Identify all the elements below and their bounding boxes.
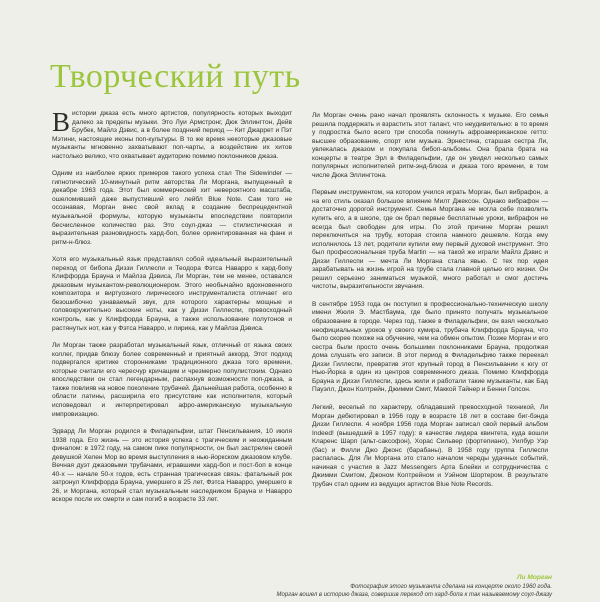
- paragraph: Одним из наиболее ярких примеров такого успеха стал The Sidewinder — гипнотический 10-минутный ритм авторства Ли Моргана, выпущенный в декабре 1963 года. Этот был коммерческий хит невероятного масштаба, ошеломивший даже выпустивший его лейбл Blue Note. Сам того не осознавая, Морган внес свой вклад в создание беспрецедентной музыкальной формулы, которую музыканты впоследствии повторили бесчисленное количество раз. Это соул-джаз — стилистическая и выразительная разновидность хард-боп, более ориентированная на фанк и ритм-н-блюз.: [52, 170, 292, 246]
- right-column: [312, 112, 548, 498]
- caption-line: Морган вошел в историю джаза, совершив переход от хард-бопа к так называемому соул-джазу: [276, 592, 552, 598]
- paragraph: Ли Морган очень рано начал проявлять склонность к музыке. Его семья решила поддержать и взрастить этот талант, что неудивительно: в то время у подростка было всего три способа покинуть афроамериканское гетто: высшее образование, спорт или музыка. Эрнестина, старшая сестра Ли, увлекалась джазом и покупала бибоп-альбомы. Она брала брата на концерты в театре Эрл в Филадельфии, где он увидел несколько самых популярных исполнителей ритм-энд-блюза и джаза того времени, в том числе Дюка Эллингтона.: [312, 112, 548, 179]
- left-column: [52, 107, 292, 514]
- drop-cap: В: [52, 107, 71, 137]
- paragraph: Первым инструментом, на котором учился играть Морган, был вибрафон, а на его стиль оказал большое влияние Милт Джексон. Однако вибрафон — достаточно дорогой инструмент. Семья Моргана не могла себе позволить купить его, а в школе, где он брал первые бесплатные уроки, вибрафон не всегда был свободен для игры. По этой причине Морган решил переключиться на трубу, которая стоила намного дешевле. Когда ему исполнилось 13 лет, родители купили ему первый духовой инструмент. Это был профессиональная труба Martin — на такой же играли Майлз Дэвис и Диззи Гиллеспи — мечта Ли Моргана стала явью. С тех пор идея зарабатывать на жизнь игрой на трубе стала главной целью его жизни. Он решил серьезно заниматься музыкой, много работал и смог достичь чистоты, выразительности звучания.: [312, 189, 548, 291]
- caption-line: Фотография этого музыканта сделана на концерте около 1960 года.: [350, 584, 552, 590]
- paragraph: В сентябре 1953 года он поступил в профессионально-техническую школу имени Жюля Э. Мастбаума, где было принято получать музыкальное образование в городе. Через год, также в Филадельфии, он взял несколько неофициальных уроков у своего кумира, трубача Клиффорда Брауна, что было скорее похоже на обучение, чем на обмен опытом. Позже Морган и его сестра были просто очень большими поклонниками Брауна, продолжая дома слушать его записи. В этот период в Филадельфию также переехал Диззи Гиллеспи, превратив этот крупный город в Пенсильвании к югу от Нью-Йорка в один из центров современного джаза. Помимо Клиффорда Брауна и Диззи Гиллеспи, здесь жили и работали такие музыканты, как Бад Пауэлл, Джон Колтрейн, Джимми Смит, Маккой Тайнер и Бенни Голсон.: [312, 300, 548, 394]
- paragraph: Легкий, веселый по характеру, обладавший превосходной техникой, Ли Морган дебютировал в 1956 году в возрасте 18 лет в составе биг-бэнда Диззи Гиллеспи. 4 ноября 1956 года Морган записал свой первый альбом Indeed! (вышедший в 1957 году): в качестве лидера квинтета, куда вошли Кларенс Шарп (альт-саксофон), Хорас Сильвер (фортепиано), Уилбур Уэр (бас) и Филли Джо Джонс (барабаны). В 1958 году группа Гиллеспи распалась. Для Ли Моргана это стало началом череды удачных событий, начиная с участия в Jazz Messengers Арта Блейки и сотрудничества с Джимми Смитом, Джоном Колтрейном и Уэйном Шортером. В результате трубач стал одним из ведущих артистов Blue Note Records.: [312, 403, 548, 488]
- page-title: Творческий путь: [50, 58, 301, 95]
- paragraph-text: истории джаза есть много артистов, популярность которых выходит далеко за пределы музыки. Это Луи Армстронг, Дюк Эллингтон, Дейв Брубек, Майлз Дэвис, а в более позднний период — Кит Джаррет и Пэт Мэтини, настоящие иконы поп-культуры. В то же время некоторые джазовые музыканты мгновенно захватывают поп-чарты, а воздействие их хитов настолько велико, что охватывает аудиторию помимо поклонников джаза.: [52, 110, 292, 160]
- paragraph: Хотя его музыкальный язык представлял собой идеальный выразительный переход от бибопа Диззи Гиллеспи и Теодора Фэтса Наварро к хард-бопу Клиффорда Брауна и Майлза Дэвиса, Ли Морган, тем не менее, оставался джазовым музыкантом-революционером. Этого необычайно вдохновенного композитора и виртуозного лирического инструменталиста отличает его безошибочно узнаваемый звук, для которого характерны мощные и головокружительно высокие ноты, как у Диззи Гиллеспи, превосходный контроль, как у Клиффорда Брауна, а также использование полутонов и растянутых нот, как у Фэтса Наварро, и лирика, как у Майлза Дэвиса.: [52, 256, 292, 332]
- paragraph: [52, 107, 292, 161]
- paragraph: Эдвард Ли Морган родился в Филадельфии, штат Пенсильвания, 10 июля 1938 года. Его жизнь — это история успеха с трагическим и неожиданным финалом: в 1972 году, на самом пике популярности, он был застрелен своей девушкой Хелен Мор во время выступления в нью-йоркском джазовом клубе. Вечная дуэт джазовыми трубачами, игравшими хард-боп и пост-боп в конце 40-х — начале 50-х годов, есть странная трагическая связь: фатальный рок затронул Клиффорда Брауна, умершего в 25 лет, Фэтса Наварро, умершего в 26, и Моргана, который стал музыкальным наследником Брауна и Наварро вскоре после их смерти и сам погиб в возрасте 33 лет.: [52, 428, 292, 504]
- photo-caption: [252, 574, 552, 599]
- paragraph: Ли Морган также разработал музыкальный язык, отличный от языка своих коллег, придав блюзу более современный и приятный аккорд. Этот подход подвергался критике сторонниками традиционного джаза того времени, которые считали его чересчур кричащим и чрезмерно популистским. Однако впоследствии он стал легендарным, распахнув возможности поп-джаза, а также повлияв на новое поколение трубачей. Дальнейшая работа, особенно в области латины, расширила его присутствие как исполнителя, который исповедовал и интерпретировал афро-американскую музыкальную импровизацию.: [52, 342, 292, 418]
- caption-name: Ли Морган: [516, 574, 552, 581]
